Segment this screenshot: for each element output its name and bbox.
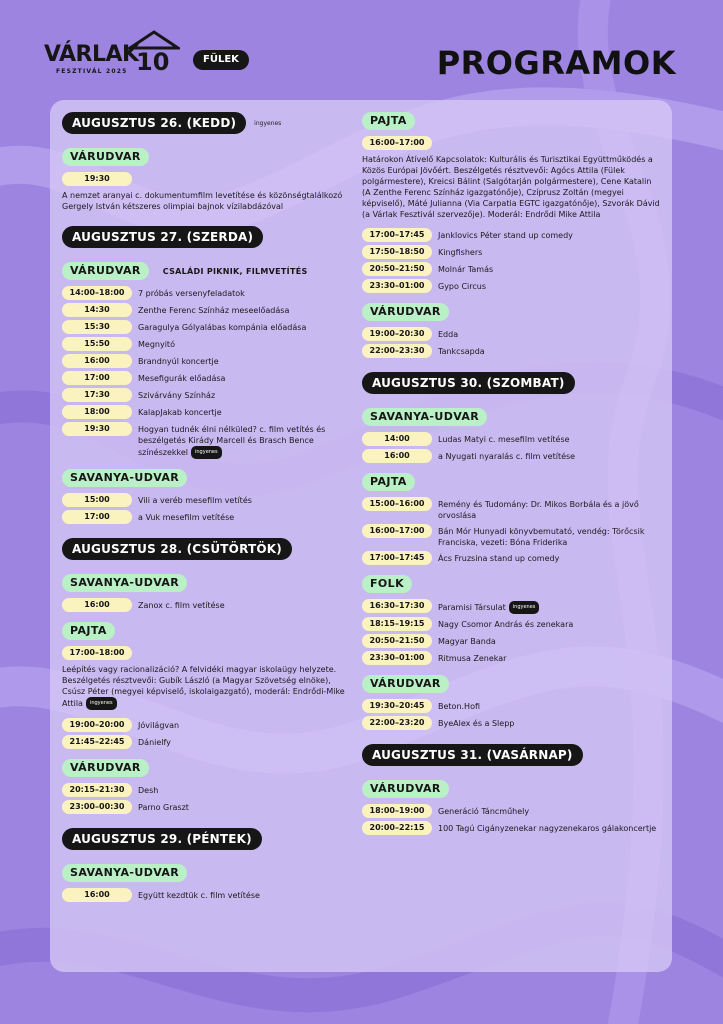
event-title: Dánielfy — [138, 738, 171, 747]
time-badge: 14:30 — [62, 303, 132, 317]
schedule-item — [362, 245, 662, 259]
logo-text: VÁRLAK — [44, 42, 139, 67]
event-description: A nemzet aranyai c. dokumentumfilm levetítése és közönségtalálkozó Gergely István kétszeres olimpiai bajnok vízilabdázóval — [62, 191, 343, 211]
schedule-item — [62, 354, 352, 368]
day-aug30 — [362, 372, 662, 730]
event-title: Generáció Táncműhely — [438, 807, 530, 816]
left-column — [62, 112, 352, 916]
event-title: Parno Graszt — [138, 803, 189, 812]
time-badge: 23:30–01:00 — [362, 279, 432, 293]
event-title: Brandnyúl koncertje — [138, 357, 219, 366]
day-aug31 — [362, 744, 662, 835]
time-badge: 15:00 — [62, 493, 132, 507]
day-aug29-cont — [362, 112, 662, 358]
time-badge: 16:00 — [362, 449, 432, 463]
event-title: a Nyugati nyaralás c. film vetítése — [438, 452, 576, 461]
event-title: Együtt kezdtük c. film vetítése — [138, 891, 260, 900]
time-badge: 14:00–18:00 — [62, 286, 132, 300]
day-heading: AUGUSZTUS 27. (SZERDA) — [62, 226, 263, 248]
venue-label: SAVANYA-UDVAR — [362, 408, 487, 426]
event-title: Garagulya Gólyalábas kompánia előadása — [138, 323, 307, 332]
page-title: PROGRAMOK — [436, 44, 676, 82]
logo-number: 10 — [136, 48, 170, 76]
schedule-item — [62, 286, 352, 300]
event-title — [438, 599, 539, 614]
event-title: 7 próbás versenyfeladatok — [138, 289, 245, 298]
venue-label: SAVANYA-UDVAR — [62, 574, 187, 592]
event-title: Magyar Banda — [438, 637, 496, 646]
event-title: Nagy Csomor András és zenekara — [438, 620, 574, 629]
time-badge: 19:00–20:00 — [62, 718, 132, 732]
logo-subtitle: FESZTIVÁL 2025 — [56, 68, 128, 75]
event-text: Paramisi Társulat — [438, 603, 506, 612]
venue-label: PAJTA — [362, 473, 415, 491]
schedule-item — [362, 599, 662, 614]
schedule-item — [62, 405, 352, 419]
schedule-item — [362, 651, 662, 665]
event-title: Janklovics Péter stand up comedy — [438, 231, 573, 240]
time-badge: 15:30 — [62, 320, 132, 334]
time-badge: 15:00–16:00 — [362, 497, 432, 511]
time-badge: 17:00 — [62, 510, 132, 524]
time-badge: 23:00–00:30 — [62, 800, 132, 814]
event-title: Megnyitó — [138, 340, 175, 349]
time-badge: 16:00–17:00 — [362, 136, 432, 150]
time-badge: 14:00 — [362, 432, 432, 446]
time-badge: 22:00–23:30 — [362, 344, 432, 358]
free-badge: ingyenes — [191, 446, 222, 459]
event-title: Ács Fruzsina stand up comedy — [438, 554, 560, 563]
time-badge: 17:30 — [62, 388, 132, 402]
schedule-item — [362, 279, 662, 293]
schedule-item — [362, 262, 662, 276]
time-badge: 16:00 — [62, 888, 132, 902]
time-badge: 16:30–17:30 — [362, 599, 432, 613]
schedule-item — [62, 888, 352, 902]
free-label: ingyenes — [254, 119, 282, 127]
event-title: Molnár Tamás — [438, 265, 494, 274]
schedule-item — [362, 821, 662, 835]
venue-label: SAVANYA-UDVAR — [62, 864, 187, 882]
roof-icon — [128, 30, 180, 50]
day-heading: AUGUSZTUS 28. (CSÜTÖRTÖK) — [62, 538, 292, 560]
free-badge: ingyenes — [86, 697, 117, 710]
event-title: Zanox c. film vetítése — [138, 601, 225, 610]
event-title: 100 Tagú Cigányzenekar nagyzenekaros gálakoncertje — [438, 824, 657, 833]
schedule-item — [62, 371, 352, 385]
event-title: KalapJakab koncertje — [138, 408, 222, 417]
venue-label: VÁRUDVAR — [62, 759, 149, 777]
event-title: Vili a veréb mesefilm vetítés — [138, 496, 252, 505]
city-badge: FÜLEK — [193, 50, 249, 70]
event-title — [138, 422, 352, 459]
schedule-item — [62, 303, 352, 317]
time-badge: 19:00–20:30 — [362, 327, 432, 341]
schedule-item — [362, 617, 662, 631]
day-aug26 — [62, 112, 352, 212]
time-badge: 16:00 — [62, 354, 132, 368]
time-badge: 16:00–17:00 — [362, 524, 432, 538]
schedule-item — [62, 735, 352, 749]
day-heading: AUGUSZTUS 26. (KEDD) — [62, 112, 246, 134]
day-aug28 — [62, 538, 352, 814]
schedule-item — [62, 510, 352, 524]
schedule-item — [62, 718, 352, 732]
right-column — [362, 112, 662, 849]
schedule-item — [62, 598, 352, 612]
event-title: Zenthe Ferenc Színház meseelőadása — [138, 306, 290, 315]
event-title: Ritmusa Zenekar — [438, 654, 507, 663]
time-badge: 19:30 — [62, 172, 132, 186]
event-description — [62, 664, 352, 710]
venue-label: PAJTA — [62, 622, 115, 640]
time-badge: 19:30 — [62, 422, 132, 436]
venue-label: VÁRUDVAR — [62, 148, 149, 166]
event-title: Ludas Matyi c. mesefilm vetítése — [438, 435, 570, 444]
venue-label: VÁRUDVAR — [362, 675, 449, 693]
schedule-item — [362, 432, 662, 446]
event-title: Gypo Circus — [438, 282, 487, 291]
schedule-item — [362, 804, 662, 818]
festival-logo — [44, 30, 182, 78]
schedule-item — [62, 493, 352, 507]
time-badge: 20:00–22:15 — [362, 821, 432, 835]
schedule-item — [362, 716, 662, 730]
day-heading: AUGUSZTUS 30. (SZOMBAT) — [362, 372, 575, 394]
schedule-item — [362, 524, 662, 548]
time-badge: 17:00–18:00 — [62, 646, 132, 660]
time-badge: 17:00–17:45 — [362, 551, 432, 565]
schedule-item — [362, 699, 662, 713]
time-badge: 18:15–19:15 — [362, 617, 432, 631]
day-heading: AUGUSZTUS 29. (PÉNTEK) — [62, 828, 262, 850]
event-title: a Vuk mesefilm vetítése — [138, 513, 235, 522]
venue-label: VÁRUDVAR — [362, 303, 449, 321]
event-description: Határokon Átívelő Kapcsolatok: Kulturális és Turisztikai Együttműködés a Közös Európai Jövőért. Beszélgetés résztvevői: Agócs Attila (Fülek polgármestere), Kreicsi Bálint (Salgótarján polgármestere), Cene Katalin (A Zenthe Ferenc Színház igazgatónője), Czíprusz Zoltán (megyei képviselő), Máté Julianna (Via Carpatia EGTC igazgatónője), Szvorák Dávid (a Várlak Fesztivál szervezője). Moderál: Endrődi Mike Attila — [362, 155, 660, 219]
schedule-item — [62, 422, 352, 459]
time-badge: 20:50–21:50 — [362, 634, 432, 648]
schedule-item — [62, 800, 352, 814]
day-aug29-start — [62, 828, 352, 902]
time-badge: 15:50 — [62, 337, 132, 351]
event-title: Kingfishers — [438, 248, 483, 257]
event-title: Remény és Tudomány: Dr. Mikos Borbála és a jövő orvoslása — [438, 500, 639, 520]
time-badge: 17:00 — [62, 371, 132, 385]
time-badge: 18:00–19:00 — [362, 804, 432, 818]
time-badge: 18:00 — [62, 405, 132, 419]
event-description-text: Leépítés vagy racionalizáció? A felvidéki magyar iskolaügy helyzete. Beszélgetés résztvevői: Gubík László (a Magyar Szövetség elnöke), Csúsz Péter (megyei képviselő, iskolaigazgató), moderál: Endrődi-Mike Attila — [62, 665, 345, 708]
event-title: ByeAlex és a Slepp — [438, 719, 515, 728]
schedule-item — [362, 228, 662, 242]
time-badge: 21:45–22:45 — [62, 735, 132, 749]
event-title: Szivárvány Színház — [138, 391, 216, 400]
free-badge: ingyenes — [509, 601, 540, 614]
venue-label: VÁRUDVAR — [62, 262, 149, 280]
day-heading: AUGUSZTUS 31. (VASÁRNAP) — [362, 744, 583, 766]
event-title: Desh — [138, 786, 159, 795]
event-title: Beton.Hofi — [438, 702, 481, 711]
venue-label: VÁRUDVAR — [362, 780, 449, 798]
time-badge: 19:30–20:45 — [362, 699, 432, 713]
schedule-item — [62, 320, 352, 334]
venue-label: PAJTA — [362, 112, 415, 130]
day-aug27 — [62, 226, 352, 524]
schedule-item — [362, 449, 662, 463]
event-title: Bán Mór Hunyadi könyvbemutató, vendég: Törőcsik Franciska, vezeti: Bóna Friderika — [438, 527, 645, 547]
schedule-item — [362, 634, 662, 648]
time-badge: 16:00 — [62, 598, 132, 612]
event-title: Jóvilágvan — [138, 721, 180, 730]
schedule-item — [362, 497, 662, 521]
time-badge: 20:15–21:30 — [62, 783, 132, 797]
time-badge: 23:30–01:00 — [362, 651, 432, 665]
event-title: Tankcsapda — [438, 347, 485, 356]
venue-label: SAVANYA-UDVAR — [62, 469, 187, 487]
event-title: Mesefigurák előadása — [138, 374, 226, 383]
time-badge: 17:00–17:45 — [362, 228, 432, 242]
time-badge: 22:00–23:20 — [362, 716, 432, 730]
venue-label: FOLK — [362, 575, 412, 593]
schedule-item — [62, 388, 352, 402]
schedule-item — [62, 337, 352, 351]
schedule-item — [362, 551, 662, 565]
event-title: Edda — [438, 330, 459, 339]
event-text: Hogyan tudnék élni nélküled? c. film vetítés és beszélgetés Kirády Marcell és Brasch Bence színészekkel — [138, 425, 326, 457]
schedule-item — [362, 344, 662, 358]
schedule-item — [362, 327, 662, 341]
time-badge: 17:50–18:50 — [362, 245, 432, 259]
time-badge: 20:50–21:50 — [362, 262, 432, 276]
schedule-item — [62, 783, 352, 797]
venue-note: CSALÁDI PIKNIK, FILMVETÍTÉS — [162, 266, 308, 276]
